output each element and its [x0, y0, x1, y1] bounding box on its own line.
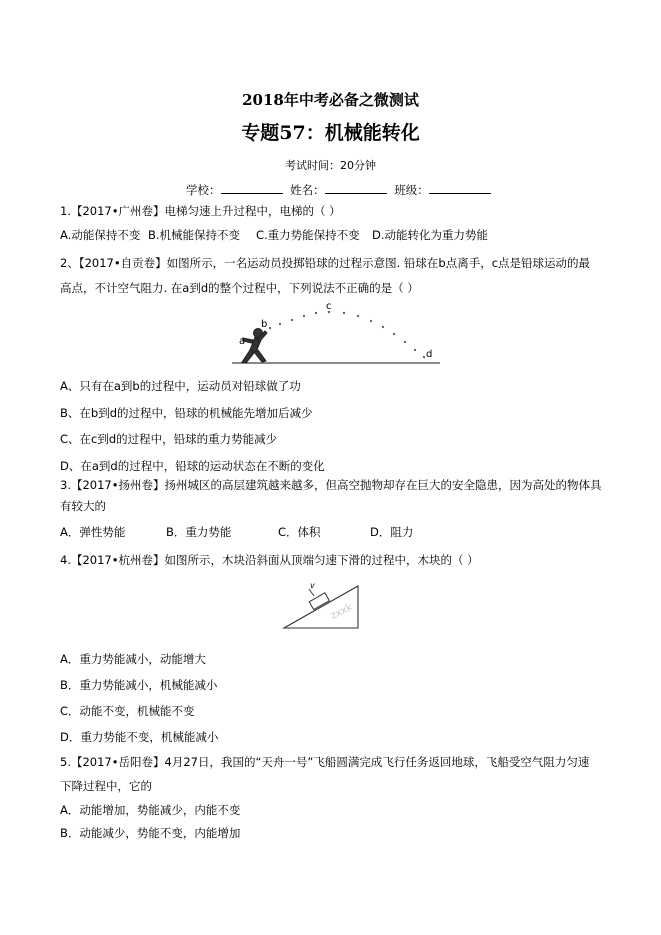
name-blank — [325, 182, 387, 194]
q3-option-d: D．阻力 — [370, 525, 414, 539]
q1-option-b: B.机械能保持不变 — [148, 228, 241, 242]
student-info-row — [186, 182, 491, 198]
trajectory-dots — [269, 311, 425, 358]
velocity-arrow — [309, 589, 314, 596]
q2-option-c: C、在c到d的过程中，铅球的重力势能减少 — [60, 432, 278, 446]
shot-put-figure — [228, 300, 444, 368]
q5-option-a: A．动能增加，势能减少，内能不变 — [60, 803, 241, 817]
q4-option-c: C．动能不变，机械能不变 — [60, 704, 195, 718]
wooden-block-icon — [309, 593, 329, 610]
topic-title: 专题57：机械能转化 — [241, 122, 420, 144]
q2-stem-line1: 2、【2017•自贡卷】如图所示，一名运动员投掷铅球的过程示意图. 铅球在b点离手，c点是铅球运动的最 — [60, 256, 591, 270]
label-a: a — [239, 336, 246, 347]
q3-stem-line1: 3.【2017•扬州卷】扬州城区的高层建筑越来越多，但高空抛物却存在巨大的安全隐患，因为高处的物体具 — [60, 478, 602, 492]
q4-option-b: B．重力势能减小，机械能减小 — [60, 678, 218, 692]
velocity-label: v — [310, 581, 315, 590]
class-blank — [429, 182, 491, 194]
label-b: b — [261, 319, 268, 330]
q5-stem-line2: 下降过程中，它的 — [60, 779, 152, 793]
q1-stem: 1.【2017•广州卷】电梯匀速上升过程中，电梯的（ ） — [60, 204, 341, 218]
q3-option-a: A．弹性势能 — [60, 525, 126, 539]
q3-option-b: B．重力势能 — [166, 525, 232, 539]
q2-stem-line2: 高点，不计空气阻力. 在a到d的整个过程中，下列说法不正确的是（ ） — [60, 281, 419, 295]
school-blank — [221, 182, 283, 194]
q2-option-d: D、在a到d的过程中，铅球的运动状态在不断的变化 — [60, 459, 325, 473]
q1-option-d: D.动能转化为重力势能 — [372, 228, 489, 242]
label-c: c — [326, 301, 332, 312]
q5-option-b: B．动能减少，势能不变，内能增加 — [60, 826, 241, 840]
incline-figure — [280, 576, 372, 636]
q4-stem: 4.【2017•杭州卷】如图所示，木块沿斜面从顶端匀速下滑的过程中，木块的（ ） — [60, 553, 479, 567]
exam-time: 考试时间：20分钟 — [285, 159, 376, 172]
label-d: d — [426, 349, 433, 360]
q3-stem-line2: 有较大的 — [60, 499, 106, 513]
q3-option-c: C．体积 — [278, 525, 321, 539]
q1-option-c: C.重力势能保持不变 — [256, 228, 360, 242]
watermark-text: zxxk — [329, 602, 355, 622]
page-title: 2018年中考必备之微测试 — [242, 91, 419, 109]
q4-option-d: D．重力势能不变，机械能减小 — [60, 730, 219, 744]
q1-option-a: A.动能保持不变 — [60, 228, 141, 242]
q4-option-a: A．重力势能减小，动能增大 — [60, 652, 206, 666]
q5-stem-line1: 5.【2017•岳阳卷】4月27日，我国的“天舟一号”飞船圆满完成飞行任务返回地球，飞船受空气阻力匀速 — [60, 755, 590, 769]
class-label: 班级： — [394, 183, 429, 197]
q2-option-b: B、在b到d的过程中，铅球的机械能先增加后减少 — [60, 406, 313, 420]
q2-option-a: A、只有在a到b的过程中，运动员对铅球做了功 — [60, 379, 301, 393]
athlete-icon — [242, 329, 267, 364]
school-label: 学校： — [186, 183, 221, 197]
name-label: 姓名： — [290, 183, 325, 197]
